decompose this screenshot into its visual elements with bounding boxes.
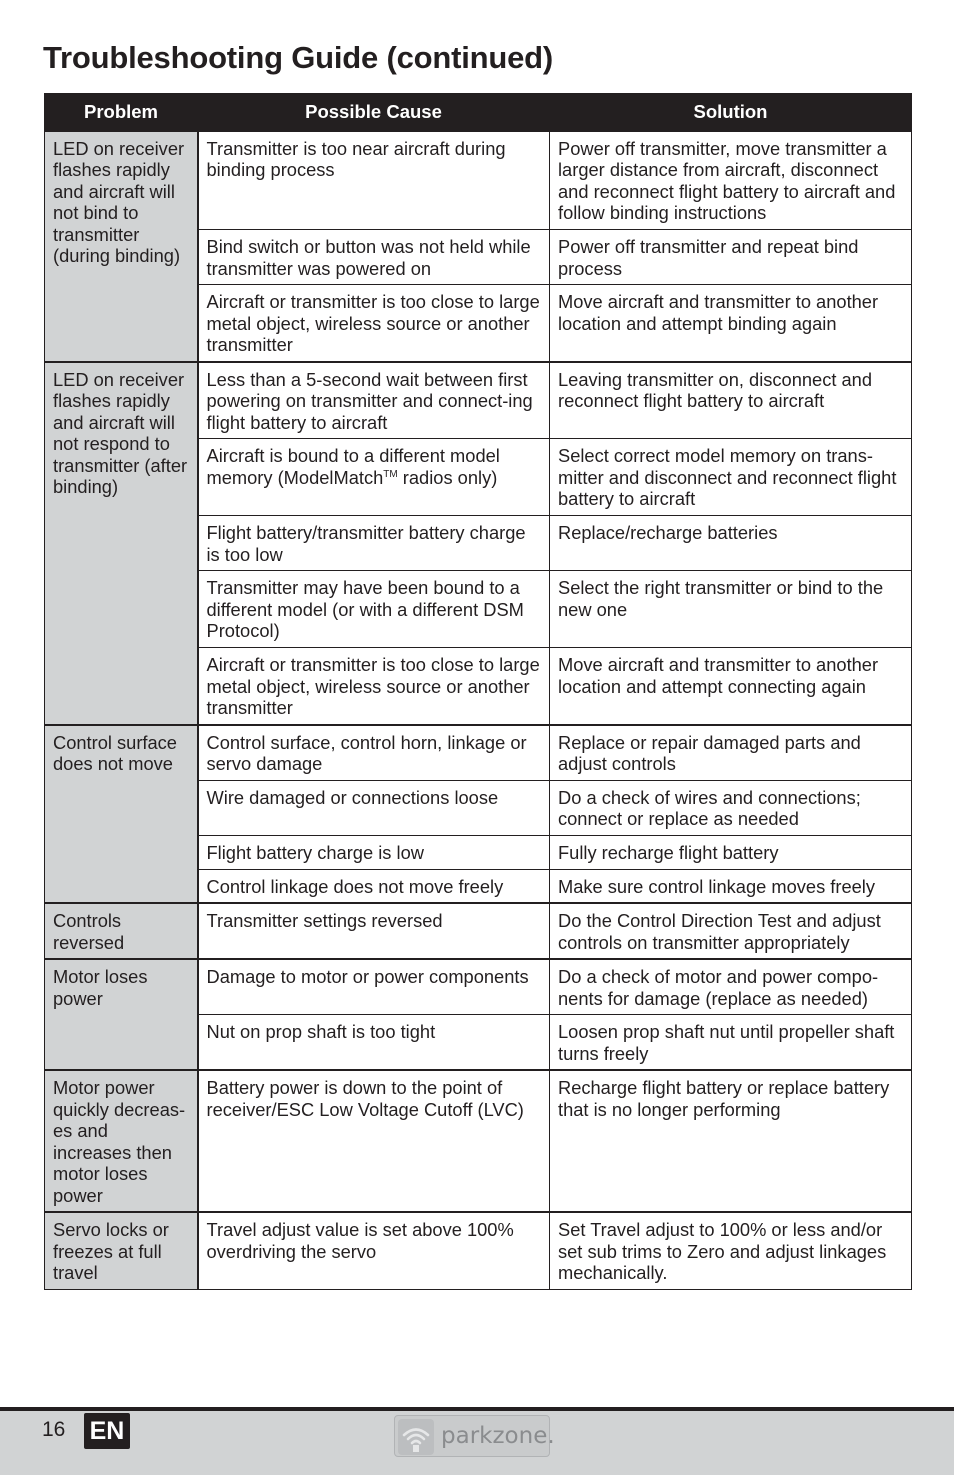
solution-cell: Leaving transmitter on, disconnect and reconnect flight battery to aircraft [550,362,912,439]
solution-cell: Do a check of wires and connections; connect or replace as needed [550,780,912,835]
cause-text: Aircraft is bound to a different model memory (ModelMatch [206,445,500,488]
header-cause: Possible Cause [198,94,550,131]
solution-cell: Make sure control linkage moves freely [550,869,912,903]
problem-group [45,362,912,725]
solution-cell: Do a check of motor and power compo-nents for damage (replace as needed) [550,959,912,1015]
table-row [45,725,912,781]
solution-cell: Power off transmitter and repeat bind process [550,230,912,285]
solution-cell: Power off transmitter, move transmitter a larger distance from aircraft, disconnect and reconnect flight battery to aircraft and follow binding instructions [550,131,912,230]
page-title: Troubleshooting Guide (continued) [43,40,554,75]
cause-cell: Nut on prop shaft is too tight [198,1015,550,1071]
cause-cell: Aircraft or transmitter is too close to large metal object, wireless source or another transmitter [198,648,550,725]
cause-cell: Bind switch or button was not held while transmitter was powered on [198,230,550,285]
problem-group [45,903,912,959]
page-number: 16 [42,1418,66,1441]
troubleshooting-table [44,93,912,1290]
trademark-mark: TM [383,468,398,480]
cause-cell: Damage to motor or power components [198,959,550,1015]
problem-cell: Servo locks or freezes at full travel [45,1212,198,1289]
problem-cell: LED on receiver flashes rapidly and aircraft will not bind to transmitter (during binding) [45,131,198,362]
solution-cell: Recharge flight battery or replace battery that is no longer performing [550,1070,912,1212]
cause-cell: Flight battery/transmitter battery charge is too low [198,516,550,571]
header-row [45,94,912,131]
header-problem: Problem [45,94,198,131]
cause-text-end: radios only) [397,466,498,488]
problem-cell: Controls reversed [45,903,198,959]
table-row [45,1212,912,1289]
problem-cell: Motor loses power [45,959,198,1070]
table-row [45,1070,912,1212]
problem-group [45,725,912,904]
table-row [45,959,912,1015]
solution-cell: Select correct model memory on trans-mitter and disconnect and reconnect flight battery to aircraft [550,439,912,516]
language-badge: EN [84,1413,130,1449]
cause-cell: Aircraft or transmitter is too close to large metal object, wireless source or another transmitter [198,285,550,362]
cause-cell: Transmitter is too near aircraft during binding process [198,131,550,230]
solution-cell: Move aircraft and transmitter to another location and attempt binding again [550,285,912,362]
header-solution: Solution [550,94,912,131]
solution-cell: Set Travel adjust to 100% or less and/or set sub trims to Zero and adjust linkages mechanically. [550,1212,912,1289]
cause-cell: Transmitter may have been bound to a different model (or with a different DSM Protocol) [198,571,550,648]
problem-group [45,1212,912,1289]
solution-cell: Select the right transmitter or bind to the new one [550,571,912,648]
problem-group [45,1070,912,1212]
cause-cell: Flight battery charge is low [198,835,550,869]
solution-cell: Replace or repair damaged parts and adjust controls [550,725,912,781]
wifi-wave-icon [398,1419,434,1455]
solution-cell: Replace/recharge batteries [550,516,912,571]
problem-cell: Control surface does not move [45,725,198,904]
cause-cell: Wire damaged or connections loose [198,780,550,835]
table-row [45,903,912,959]
solution-cell: Do the Control Direction Test and adjust controls on transmitter appropriately [550,903,912,959]
problem-group [45,131,912,362]
cause-cell: Control surface, control horn, linkage or servo damage [198,725,550,781]
table-header [45,94,912,131]
cause-cell: Transmitter settings reversed [198,903,550,959]
table-row [45,131,912,230]
problem-cell: LED on receiver flashes rapidly and aircraft will not respond to transmitter (after binding) [45,362,198,725]
table-row [45,362,912,439]
solution-cell: Move aircraft and transmitter to another location and attempt connecting again [550,648,912,725]
problem-group [45,959,912,1070]
cause-cell: Control linkage does not move freely [198,869,550,903]
problem-cell: Motor power quickly decreas-es and increases then motor loses power [45,1070,198,1212]
cause-cell: Less than a 5-second wait between first powering on transmitter and connect-ing flight battery to aircraft [198,362,550,439]
cause-cell: Battery power is down to the point of receiver/ESC Low Voltage Cutoff (LVC) [198,1070,550,1212]
brand-name: parkzone. [441,1423,555,1449]
solution-cell: Fully recharge flight battery [550,835,912,869]
cause-cell: Travel adjust value is set above 100% overdriving the servo [198,1212,550,1289]
cause-cell [198,439,550,516]
solution-cell: Loosen prop shaft nut until propeller shaft turns freely [550,1015,912,1071]
brand-logo [394,1415,555,1457]
